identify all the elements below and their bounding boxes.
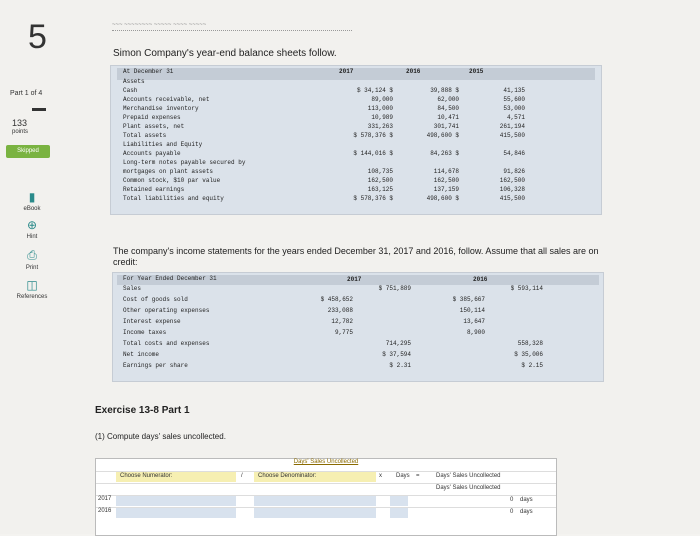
balance-row-value: $ 144,016 $ — [353, 150, 393, 157]
balance-row — [123, 105, 593, 114]
status-badge: Skipped — [6, 145, 50, 158]
worksheet-row-2017 — [96, 495, 556, 506]
income-intro: The company's income statements for the years ended December 31, 2017 and 2016, follow. Assume that all sales are on credit: — [113, 246, 599, 267]
income-statement-panel — [112, 272, 604, 382]
income-row — [123, 351, 593, 362]
balance-row — [123, 177, 593, 186]
balance-row — [123, 159, 593, 168]
income-row-value: $ 35,006 — [514, 351, 543, 358]
days-label: Days — [396, 473, 410, 479]
balance-year-2017: 2017 — [339, 68, 354, 75]
balance-row-value: 10,471 — [437, 114, 459, 121]
balance-row-value: 113,000 — [367, 105, 393, 112]
income-row-value: 12,782 — [331, 318, 353, 325]
ebook-label: eBook — [23, 206, 41, 212]
balance-row-value: $ 578,376 $ — [353, 132, 393, 139]
worksheet-title: Days' Sales Uncollected — [293, 459, 359, 465]
balance-row-value: 91,826 — [503, 168, 525, 175]
balance-row-label: Accounts receivable, net — [123, 96, 210, 103]
print-icon: ⎙ — [27, 248, 37, 262]
print-button[interactable] — [8, 248, 56, 271]
income-year-2017: 2017 — [347, 276, 362, 283]
balance-row-value: 62,000 — [437, 96, 459, 103]
income-row — [123, 285, 593, 296]
income-row — [123, 340, 593, 351]
balance-row-value: 108,735 — [367, 168, 393, 175]
income-row-value: $ 385,667 — [452, 296, 485, 303]
balance-row-label: Cash — [123, 87, 138, 94]
row-year-2017: 2017 — [98, 496, 112, 502]
references-icon: ◫ — [26, 278, 38, 292]
balance-row-label: Liabilities and Equity — [123, 141, 203, 148]
balance-row-label: Merchandise inventory — [123, 105, 199, 112]
balance-row-label: Prepaid expenses — [123, 114, 181, 121]
part-indicator — [32, 108, 46, 111]
times-symbol: x — [379, 473, 382, 479]
numerator-input-2016[interactable] — [116, 508, 236, 518]
question-number: 5 — [28, 18, 47, 56]
balance-row-value: 84,263 $ — [430, 150, 459, 157]
balance-row-value: 137,159 — [433, 186, 459, 193]
income-row-label: Total costs and expenses — [123, 340, 210, 347]
days-input-2016[interactable] — [390, 508, 408, 518]
balance-row-value: 55,600 — [503, 96, 525, 103]
exercise-question: (1) Compute days' sales uncollected. — [95, 432, 226, 441]
income-row-value: $ 458,652 — [320, 296, 353, 303]
income-row — [123, 362, 593, 373]
income-row-label: Interest expense — [123, 318, 181, 325]
numerator-input-2017[interactable] — [116, 496, 236, 506]
balance-row — [123, 132, 593, 141]
worksheet-row-2016 — [96, 507, 556, 518]
balance-row — [123, 123, 593, 132]
ebook-button[interactable] — [8, 190, 56, 212]
points-value: 133 — [12, 118, 28, 128]
income-row-value: $ 2.31 — [389, 362, 411, 369]
references-label: References — [16, 294, 48, 300]
balance-row-value: 4,571 — [506, 114, 525, 121]
slash-symbol: / — [241, 473, 243, 479]
worksheet-header-row — [96, 471, 556, 482]
income-row-value: 8,900 — [466, 329, 485, 336]
balance-row — [123, 150, 593, 159]
balance-row-value: $ 34,124 $ — [356, 87, 393, 94]
balance-row-label: Plant assets, net — [123, 123, 185, 130]
income-row — [123, 318, 593, 329]
balance-row-value: 84,500 — [437, 105, 459, 112]
balance-row — [123, 78, 593, 87]
denominator-input-2016[interactable] — [254, 508, 376, 518]
income-row-value: 714,295 — [385, 340, 411, 347]
balance-row — [123, 96, 593, 105]
balance-row-label: Common stock, $10 par value — [123, 177, 221, 184]
income-row-label: Cost of goods sold — [123, 296, 188, 303]
income-row-value: 150,114 — [459, 307, 485, 314]
balance-row-value: 41,135 — [503, 87, 525, 94]
balance-row-value: 331,263 — [367, 123, 393, 130]
equals-symbol: = — [416, 473, 420, 479]
balance-sheet-panel — [110, 65, 602, 215]
balance-row-value: 498,600 $ — [426, 132, 459, 139]
points-label: points — [12, 129, 29, 135]
balance-row-value: 261,194 — [499, 123, 525, 130]
days-input-2017[interactable] — [390, 496, 408, 506]
income-row-value: $ 37,594 — [382, 351, 411, 358]
balance-row-value: 10,989 — [371, 114, 393, 121]
balance-row — [123, 186, 593, 195]
result-2016: 0 — [510, 509, 514, 515]
income-row-label: Earnings per share — [123, 362, 188, 369]
balance-heading: At December 31 — [123, 68, 174, 75]
income-row-value: 233,088 — [327, 307, 353, 314]
balance-row-label: mortgages on plant assets — [123, 168, 214, 175]
worksheet-subheader-row — [96, 483, 556, 494]
print-label: Print — [25, 265, 39, 271]
income-row-value: $ 751,889 — [378, 285, 411, 292]
hint-icon: ⊕ — [26, 218, 38, 232]
income-row-label: Net income — [123, 351, 160, 358]
references-button[interactable] — [8, 278, 56, 300]
balance-row-value: 162,500 — [367, 177, 393, 184]
income-row-label: Income taxes — [123, 329, 167, 336]
hint-button[interactable] — [8, 218, 56, 240]
balance-row-value: 53,000 — [503, 105, 525, 112]
income-row — [123, 307, 593, 318]
balance-row-value: 301,741 — [433, 123, 459, 130]
balance-row-value: 498,600 $ — [426, 195, 459, 202]
balance-row-value: 39,888 $ — [430, 87, 459, 94]
balance-row-label: Accounts payable — [123, 150, 181, 157]
balance-row-value: 114,678 — [433, 168, 459, 175]
balance-row — [123, 87, 593, 96]
balance-year-2016: 2016 — [406, 68, 421, 75]
income-row-value: 558,328 — [517, 340, 543, 347]
income-heading: For Year Ended December 31 — [123, 275, 217, 282]
row-year-2016: 2016 — [98, 508, 112, 514]
balance-row-value: 89,000 — [371, 96, 393, 103]
unit-2016: days — [520, 509, 533, 515]
hint-label: Hint — [26, 234, 38, 240]
result-header: Days' Sales Uncollected — [436, 473, 501, 479]
balance-row-label: Assets — [123, 78, 145, 85]
balance-row — [123, 195, 593, 204]
balance-row-label: Total assets — [123, 132, 167, 139]
result-2017: 0 — [510, 497, 514, 503]
balance-row-label: Long-term notes payable secured by — [123, 159, 246, 166]
denominator-input-2017[interactable] — [254, 496, 376, 506]
income-row-value: 9,775 — [334, 329, 353, 336]
denominator-placeholder: Choose Denominator: — [258, 473, 317, 479]
income-row — [123, 296, 593, 307]
balance-row-value: 162,500 — [499, 177, 525, 184]
income-row-label: Sales — [123, 285, 142, 292]
balance-row-value: $ 578,376 $ — [353, 195, 393, 202]
result-subheader: Days' Sales Uncollected — [436, 485, 501, 491]
worksheet — [95, 458, 557, 536]
balance-row-value: 106,328 — [499, 186, 525, 193]
page-title: Simon Company's year-end balance sheets follow. — [113, 48, 337, 59]
income-row-value: 13,647 — [463, 318, 485, 325]
balance-row-label: Retained earnings — [123, 186, 185, 193]
income-row-value: $ 2.15 — [521, 362, 543, 369]
balance-row-value: 162,500 — [433, 177, 459, 184]
numerator-placeholder: Choose Numerator: — [120, 473, 173, 479]
balance-row-label: Total liabilities and equity — [123, 195, 224, 202]
balance-row — [123, 114, 593, 123]
header-scribble: ~~~ ~~~~~~~~ ~~~~~ ~~~~ ~~~~~ — [112, 22, 352, 31]
left-rail — [0, 0, 62, 534]
book-icon: ▮ — [28, 190, 36, 204]
income-row-value: $ 593,114 — [510, 285, 543, 292]
unit-2017: days — [520, 497, 533, 503]
balance-row-value: 415,500 — [499, 195, 525, 202]
income-year-2016: 2016 — [473, 276, 488, 283]
balance-year-2015: 2015 — [469, 68, 484, 75]
part-label: Part 1 of 4 — [10, 90, 43, 97]
balance-row-value: 54,846 — [503, 150, 525, 157]
balance-row — [123, 168, 593, 177]
income-row-label: Other operating expenses — [123, 307, 210, 314]
exercise-title: Exercise 13-8 Part 1 — [95, 405, 190, 416]
balance-row-value: 415,500 — [499, 132, 525, 139]
income-row — [123, 329, 593, 340]
balance-row — [123, 141, 593, 150]
balance-row-value: 163,125 — [367, 186, 393, 193]
